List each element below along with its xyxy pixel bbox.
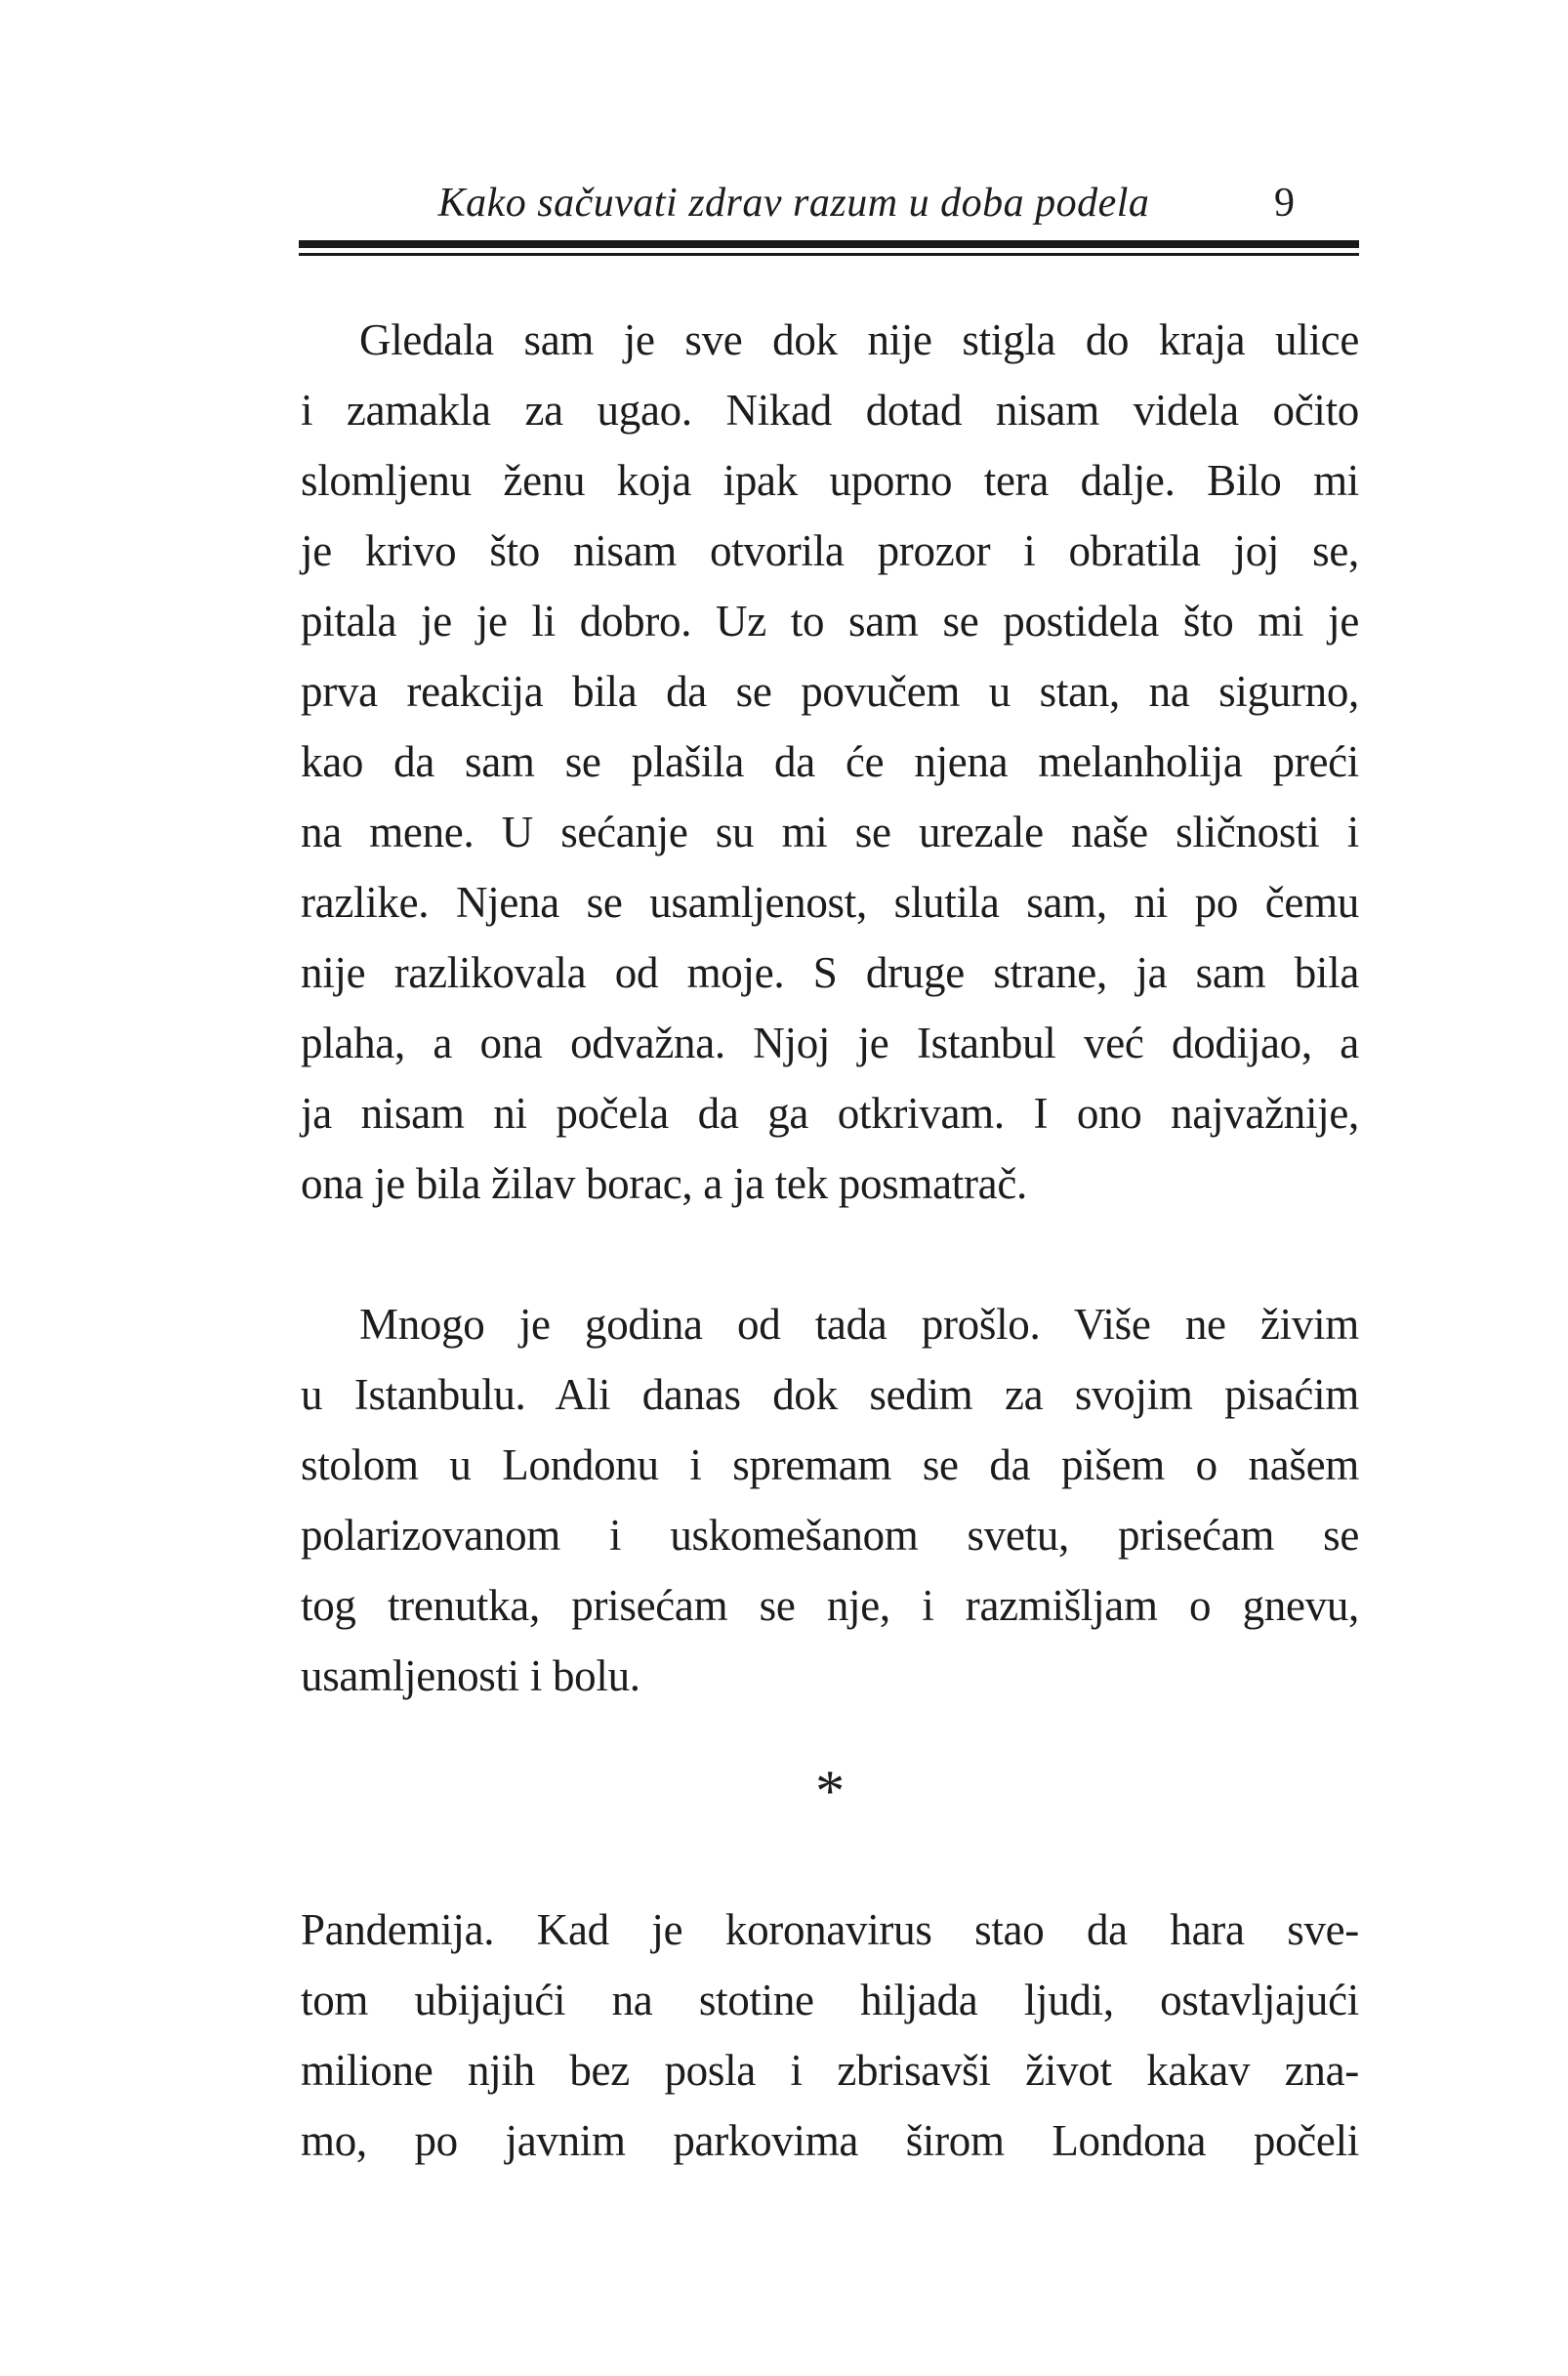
- text-line: Pandemija. Kad je koronavirus stao da hara sve-: [301, 1905, 1359, 1954]
- text-line: nije razlikovala od moje. S druge strane, ja sam bila: [301, 948, 1359, 997]
- text-line: ja nisam ni počela da ga otkrivam. I ono najvažnije,: [301, 1089, 1359, 1138]
- text-line: prva reakcija bila da se povučem u stan, na sigurno,: [301, 667, 1359, 716]
- text-line: slomljenu ženu koja ipak uporno tera dalje. Bilo mi: [301, 456, 1359, 505]
- running-head-title: Kako sačuvati zdrav razum u doba podela: [437, 181, 1150, 226]
- page-number: 9: [1274, 181, 1295, 226]
- text-line: razlike. Njena se usamljenost, slutila sam, ni po čemu: [301, 878, 1359, 927]
- text-line: polarizovanom i uskomešanom svetu, prisećam se: [301, 1511, 1359, 1560]
- text-line: stolom u Londonu i spremam se da pišem o našem: [301, 1440, 1359, 1489]
- section-separator: *: [815, 1759, 845, 1823]
- text-line: Mnogo je godina od tada prošlo. Više ne živim: [359, 1300, 1359, 1349]
- header-rule-thick: [299, 240, 1359, 248]
- paragraph: [301, 1289, 1359, 1711]
- paragraph: [301, 305, 1359, 1219]
- text-line: milione njih bez posla i zbrisavši život kakav zna-: [301, 2046, 1359, 2095]
- text-line: u Istanbulu. Ali danas dok sedim za svojim pisaćim: [301, 1370, 1359, 1419]
- text-line: tom ubijajući na stotine hiljada ljudi, ostavljajući: [301, 1976, 1359, 2024]
- header-rule-thin: [299, 253, 1359, 256]
- paragraph: [301, 1895, 1359, 2176]
- body-text: [301, 305, 1359, 2176]
- text-line: kao da sam se plašila da će njena melanholija preći: [301, 737, 1359, 786]
- text-line: Gledala sam je sve dok nije stigla do kraja ulice: [359, 315, 1359, 364]
- header-rule: [299, 240, 1359, 256]
- text-line: pitala je je li dobro. Uz to sam se postidela što mi je: [301, 597, 1359, 646]
- text-line: je krivo što nisam otvorila prozor i obratila joj se,: [301, 526, 1359, 575]
- text-line: na mene. U sećanje su mi se urezale naše sličnosti i: [301, 808, 1359, 856]
- text-line: usamljenosti i bolu.: [301, 1651, 640, 1700]
- text-line: i zamakla za ugao. Nikad dotad nisam videla očito: [301, 386, 1359, 435]
- text-line: tog trenutka, prisećam se nje, i razmišljam o gnevu,: [301, 1581, 1359, 1630]
- text-line: ona je bila žilav borac, a ja tek posmatrač.: [301, 1159, 1027, 1208]
- text-line: plaha, a ona odvažna. Njoj je Istanbul već dodijao, a: [301, 1019, 1359, 1067]
- running-head: [301, 172, 1359, 234]
- text-line: mo, po javnim parkovima širom Londona počeli: [301, 2116, 1359, 2165]
